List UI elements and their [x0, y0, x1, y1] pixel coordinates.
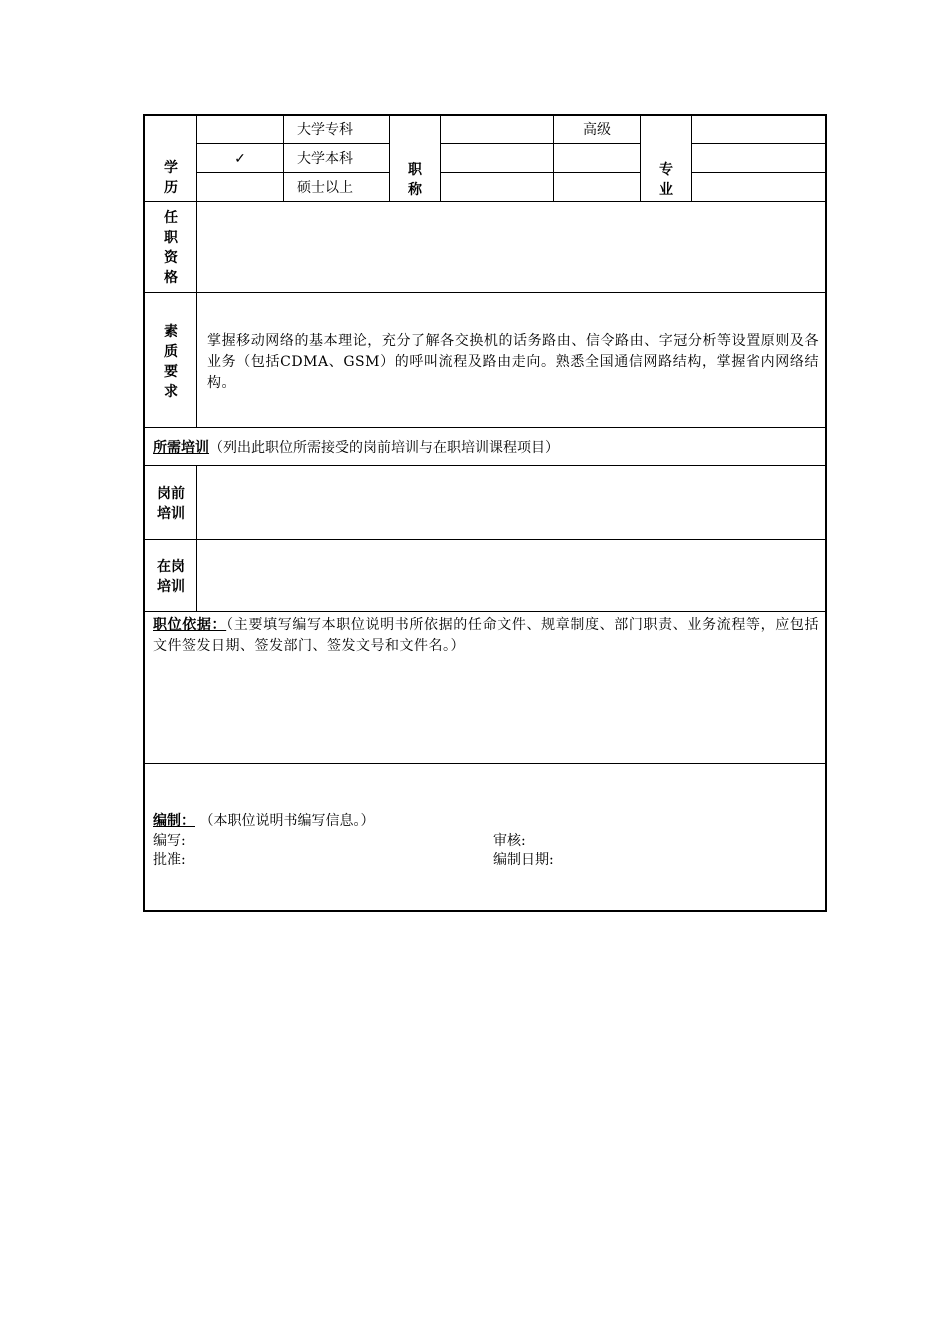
rule: [145, 611, 827, 612]
rule: [441, 143, 640, 144]
approver-label: 批准:: [153, 852, 186, 868]
job-description-table: [143, 114, 827, 912]
title-label: 职 称: [408, 162, 422, 198]
rule: [145, 465, 827, 466]
compile-heading: 编制：: [153, 813, 195, 829]
education-label: 学 历: [164, 160, 178, 196]
compile-heading-row: [153, 812, 753, 830]
reviewer-label: 审核:: [493, 833, 526, 849]
quality-label: 素 质 要 求: [164, 324, 178, 400]
basis-heading: 职位依据：: [153, 617, 227, 633]
education-option-associate: 大学专科: [297, 122, 353, 138]
education-option-master: 硕士以上: [297, 180, 353, 196]
onjob-training-label: 在岗 培训: [157, 559, 185, 595]
basis-block: [153, 615, 819, 657]
pre-training-label: 岗前 培训: [157, 486, 185, 522]
rule: [197, 172, 389, 173]
basis-note: （主要填写编写本职位说明书所依据的任命文件、规章制度、部门职责、业务流程等，应包括文件签发日期、签发部门、签发文号和文件名。）: [153, 617, 820, 654]
major-label: 专 业: [659, 162, 673, 198]
writer-label: 编写:: [153, 833, 186, 849]
rule: [145, 539, 827, 540]
training-heading: 所需培训: [153, 440, 209, 456]
quality-content: 掌握移动网络的基本理论，充分了解各交换机的话务路由、信令路由、字冠分析等设置原则及各业务（包括CDMA、GSM）的呼叫流程及路由走向。熟悉全国通信网路结构，掌握省内网络结构。: [207, 333, 819, 391]
rule: [692, 143, 827, 144]
title-level-senior: 高级: [583, 122, 611, 138]
rule: [197, 143, 389, 144]
training-note: （列出此职位所需接受的岗前培训与在职培训课程项目）: [209, 440, 559, 456]
rule: [145, 292, 827, 293]
rule: [692, 172, 827, 173]
rule: [145, 427, 827, 428]
rule: [145, 763, 827, 764]
rule: [441, 172, 640, 173]
qualification-label: 任 职 资 格: [164, 210, 178, 286]
education-option-bachelor: 大学本科: [297, 151, 353, 167]
compile-note: （本职位说明书编写信息。）: [199, 813, 375, 829]
training-heading-row: [153, 439, 821, 457]
check-mark: ✓: [234, 151, 246, 167]
rule: [145, 201, 827, 202]
date-label: 编制日期:: [493, 852, 554, 868]
